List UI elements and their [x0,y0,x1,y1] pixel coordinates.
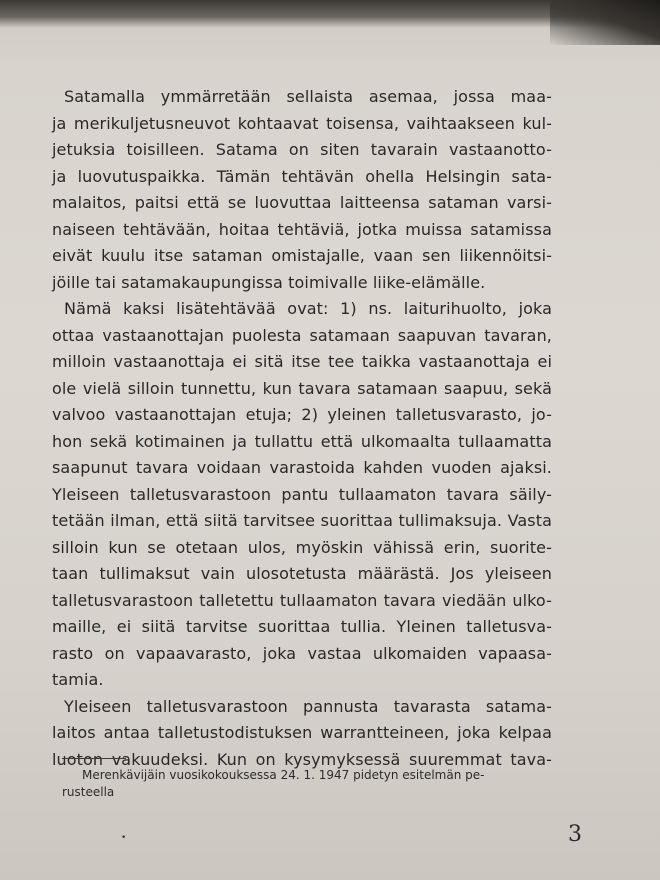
text-line: Nämä kaksi lisätehtävää ovat: 1) ns. laiturihuolto, joka [64,299,552,318]
text-line: ottaa vastaanottajan puolesta satamaan saapuvan tavaran, [52,325,552,345]
text-line: ja merikuljetusneuvot kohtaavat toisensa, vaihtaakseen kul- [52,113,552,133]
text-line: tamia. [52,670,104,689]
text-line: silloin kun se otetaan ulos, myöskin vähissä erin, suorite- [52,537,552,557]
footnote-line: rusteella [62,785,115,799]
footnote-divider [62,758,126,759]
footnote-line: Merenkävijäin vuosikokouksessa 24. 1. 1947 pidetyn esitelmän pe- [82,768,485,782]
text-line: saapunut tavara voidaan varastoida kahden vuoden ajaksi. [52,458,552,477]
text-line: talletusvarastoon talletettu tullaamaton tavara viedään ulko- [52,590,552,610]
text-line: taan tullimaksut vain ulosotetusta määrästä. Jos yleiseen [52,564,552,583]
stray-mark: • [121,833,127,843]
text-line: luoton vakuudeksi. Kun on kysymyksessä suuremmat tava- [52,749,552,769]
text-line: hon sekä kotimainen ja tullattu että ulkomaalta tullaamatta [52,431,552,451]
text-line: naiseen tehtävään, hoitaa tehtäviä, jotka muissa satamissa [52,219,552,239]
text-line: milloin vastaanottaja ei sitä itse tee taikka vastaanottaja ei [52,352,552,371]
text-line: Satamalla ymmärretään sellaista asemaa, jossa maa- [64,87,552,106]
body-text [52,84,552,773]
text-line: Yleiseen talletusvarastoon pannusta tavarasta satama- [64,696,552,716]
text-line: malaitos, paitsi että se luovuttaa laitteensa sataman varsi- [52,193,552,212]
page-number: 3 [568,822,582,847]
text-line: rasto on vapaavarasto, joka vastaa ulkomaiden vapaasa- [52,643,552,663]
text-line: laitos antaa talletustodistuksen warrantteineen, joka kelpaa [52,723,552,742]
text-line: eivät kuulu itse sataman omistajalle, vaan sen liikennöitsi- [52,246,552,265]
text-line: maille, ei siitä tarvitse suorittaa tullia. Yleinen talletusva- [52,617,552,636]
text-line: jetuksia toisilleen. Satama on siten tavarain vastaanotto- [52,140,552,159]
footnote [62,767,562,801]
text-line: Yleiseen talletusvarastoon pantu tullaamaton tavara säily- [52,484,552,504]
text-line: ja luovutuspaikka. Tämän tehtävän ohella Helsingin sata- [52,166,552,186]
text-line: jöille tai satamakaupungissa toimivalle liike-elämälle. [52,272,486,292]
text-line: valvoo vastaanottajan etuja; 2) yleinen talletusvarasto, jo- [52,405,552,424]
text-line: tetään ilman, että siitä tarvitsee suorittaa tullimaksuja. Vasta [52,511,552,530]
text-line: ole vielä silloin tunnettu, kun tavara satamaan saapuu, sekä [52,378,552,398]
